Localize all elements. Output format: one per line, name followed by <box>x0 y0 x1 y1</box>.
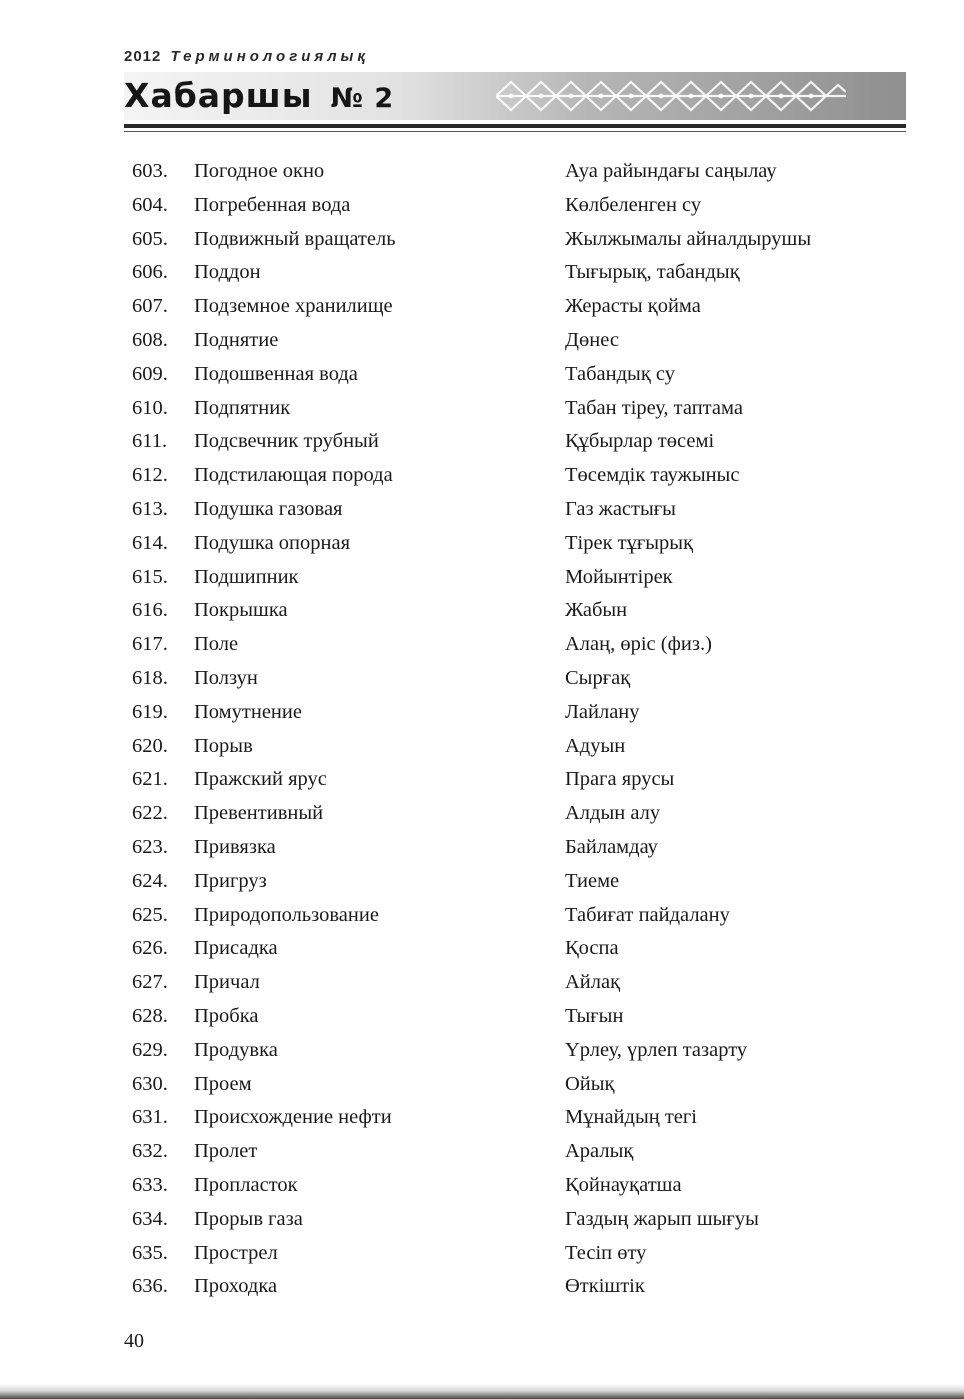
glossary-entry <box>0 797 964 831</box>
kazakh-term: Газ жастығы <box>565 497 676 520</box>
entry-number: 603. <box>132 160 168 182</box>
russian-term: Подушка опорная <box>194 531 351 554</box>
kazakh-term: Алаң, өріс (физ.) <box>565 633 712 656</box>
entry-number: 621. <box>132 768 168 791</box>
kazakh-term: Адуын <box>565 734 626 757</box>
glossary-entry <box>0 932 964 966</box>
journal-name: Хабаршы <box>124 76 313 115</box>
kazakh-term: Қойнауқатша <box>565 1173 682 1196</box>
entry-number: 635. <box>132 1241 168 1264</box>
kazakh-term: Аралық <box>565 1140 634 1163</box>
glossary-entry <box>0 730 964 764</box>
kazakh-term: Тірек тұғырық <box>565 531 694 554</box>
header-rule-thick <box>124 124 906 128</box>
kazakh-term: Тығын <box>565 1004 624 1027</box>
entry-number: 607. <box>132 295 168 318</box>
entry-number: 608. <box>132 328 168 351</box>
glossary-entry <box>0 189 964 223</box>
glossary-entry <box>0 1135 964 1169</box>
russian-term: Подвижный вращатель <box>194 227 396 250</box>
entry-number: 632. <box>132 1140 168 1163</box>
entry-number: 612. <box>132 464 168 487</box>
glossary-entry <box>0 1169 964 1203</box>
entry-number: 626. <box>132 937 168 960</box>
russian-term: Подошвенная вода <box>194 362 358 385</box>
russian-term: Превентивный <box>194 802 324 825</box>
glossary-entry <box>0 155 964 189</box>
kazakh-term: Үрлеу, үрлеп тазарту <box>565 1038 748 1061</box>
glossary-entry <box>0 662 964 696</box>
journal-title <box>124 72 394 120</box>
entry-number: 606. <box>132 261 168 284</box>
glossary-entry <box>0 696 964 730</box>
russian-term: Прорыв газа <box>194 1207 303 1230</box>
glossary-entry <box>0 358 964 392</box>
kazakh-term: Байламдау <box>565 835 658 858</box>
kazakh-term: Жерасты қойма <box>565 295 701 318</box>
glossary-entry <box>0 1068 964 1102</box>
entry-number: 617. <box>132 633 168 656</box>
russian-term: Пропласток <box>194 1173 298 1196</box>
entry-number: 618. <box>132 666 168 689</box>
russian-term: Подушка газовая <box>194 497 343 520</box>
russian-term: Подстилающая порода <box>194 464 393 487</box>
entry-number: 625. <box>132 903 168 926</box>
russian-term: Привязка <box>194 835 276 858</box>
entry-number: 629. <box>132 1038 168 1061</box>
glossary-entry <box>0 256 964 290</box>
glossary-entry <box>0 1000 964 1034</box>
entry-number: 628. <box>132 1004 168 1027</box>
kazakh-term: Табан тіреу, таптама <box>565 396 743 419</box>
russian-term: Природопользование <box>194 903 379 926</box>
entry-number: 614. <box>132 531 168 554</box>
russian-term: Проходка <box>194 1275 278 1298</box>
kazakh-term: Ауа райындағы саңылау <box>565 160 777 182</box>
glossary-entry <box>0 290 964 324</box>
ornament-icon <box>496 78 846 114</box>
russian-term: Пролет <box>194 1140 258 1163</box>
russian-term: Происхождение нефти <box>194 1106 392 1129</box>
glossary-entry <box>0 459 964 493</box>
entry-number: 627. <box>132 971 168 994</box>
entry-number: 624. <box>132 869 168 892</box>
russian-term: Погодное окно <box>194 160 325 182</box>
kazakh-term: Мұнайдың тегі <box>565 1106 697 1129</box>
glossary-entry <box>0 899 964 933</box>
russian-term: Погребенная вода <box>194 193 351 216</box>
kazakh-term: Төсемдік таужыныс <box>565 464 740 487</box>
entry-number: 622. <box>132 802 168 825</box>
kazakh-term: Құбырлар төсемі <box>565 430 715 453</box>
glossary-entry <box>0 392 964 426</box>
entry-number: 634. <box>132 1207 168 1230</box>
russian-term: Причал <box>194 971 260 994</box>
glossary-entry <box>0 594 964 628</box>
header-year: 2012 <box>124 48 162 65</box>
russian-term: Продувка <box>194 1038 278 1061</box>
kazakh-term: Газдың жарып шығуы <box>565 1207 759 1230</box>
entry-number: 616. <box>132 599 168 622</box>
russian-term: Пробка <box>194 1004 259 1027</box>
glossary-entry <box>0 763 964 797</box>
glossary-entry <box>0 966 964 1000</box>
kazakh-term: Көлбеленген су <box>565 193 702 216</box>
kazakh-term: Қоспа <box>565 937 619 960</box>
russian-term: Подсвечник трубный <box>194 430 379 453</box>
entry-number: 609. <box>132 362 168 385</box>
kazakh-term: Табандық су <box>565 362 675 385</box>
kazakh-term: Мойынтірек <box>565 565 673 588</box>
glossary-entry <box>0 831 964 865</box>
russian-term: Проем <box>194 1072 252 1095</box>
russian-term: Присадка <box>194 937 278 960</box>
russian-term: Подпятник <box>194 396 291 419</box>
entry-number: 605. <box>132 227 168 250</box>
kazakh-term: Тығырық, табандық <box>565 261 740 284</box>
russian-term: Поле <box>194 633 239 656</box>
entry-number: 619. <box>132 700 168 723</box>
entry-number: 630. <box>132 1072 168 1095</box>
entry-number: 631. <box>132 1106 168 1129</box>
russian-term: Покрышка <box>194 599 288 622</box>
glossary-list <box>0 155 964 1304</box>
entry-number: 623. <box>132 835 168 858</box>
kazakh-term: Прага ярусы <box>565 768 675 791</box>
glossary-entry <box>0 1237 964 1271</box>
kazakh-term: Айлақ <box>565 971 621 994</box>
kazakh-term: Ойық <box>565 1072 615 1095</box>
entry-number: 633. <box>132 1173 168 1196</box>
entry-number: 620. <box>132 734 168 757</box>
glossary-entry <box>0 223 964 257</box>
glossary-entry <box>0 324 964 358</box>
russian-term: Подшипник <box>194 565 299 588</box>
glossary-entry <box>0 493 964 527</box>
russian-term: Поддон <box>194 261 261 284</box>
kazakh-term: Тесіп өту <box>565 1241 647 1264</box>
glossary-entry <box>0 1034 964 1068</box>
glossary-entry <box>0 1203 964 1237</box>
glossary-entry <box>0 628 964 662</box>
entry-number: 615. <box>132 565 168 588</box>
russian-term: Подземное хранилище <box>194 295 393 318</box>
scan-bottom-edge <box>0 1384 964 1399</box>
russian-term: Порыв <box>194 734 253 757</box>
entry-number: 611. <box>132 430 168 453</box>
kazakh-term: Тиеме <box>565 869 620 892</box>
issue-number: № 2 <box>330 83 395 114</box>
kazakh-term: Алдын алу <box>565 802 661 825</box>
glossary-entry <box>0 527 964 561</box>
glossary-entry <box>0 1270 964 1304</box>
kazakh-term: Дөнес <box>565 328 619 351</box>
glossary-entry <box>0 425 964 459</box>
header-year-line <box>124 48 369 65</box>
russian-term: Прострел <box>194 1241 278 1264</box>
entry-number: 610. <box>132 396 168 419</box>
kazakh-term: Жабын <box>565 599 628 622</box>
kazakh-term: Табиғат пайдалану <box>565 903 730 926</box>
russian-term: Поднятие <box>194 328 279 351</box>
glossary-entry <box>0 865 964 899</box>
kazakh-term: Сырғақ <box>565 666 631 689</box>
glossary-entry <box>0 1101 964 1135</box>
kazakh-term: Өткіштік <box>565 1275 645 1298</box>
russian-term: Ползун <box>194 666 258 689</box>
glossary-entry <box>0 561 964 595</box>
russian-term: Пригруз <box>194 869 267 892</box>
entry-number: 636. <box>132 1275 168 1298</box>
russian-term: Помутнение <box>194 700 302 723</box>
kazakh-term: Жылжымалы айналдырушы <box>565 227 812 250</box>
entry-number: 604. <box>132 193 168 216</box>
header-subtitle: Терминологиялық <box>170 48 369 65</box>
header-rule-thin <box>124 131 906 132</box>
entry-number: 613. <box>132 497 168 520</box>
kazakh-term: Лайлану <box>565 700 640 723</box>
russian-term: Пражский ярус <box>194 768 327 791</box>
page-number: 40 <box>124 1330 144 1352</box>
